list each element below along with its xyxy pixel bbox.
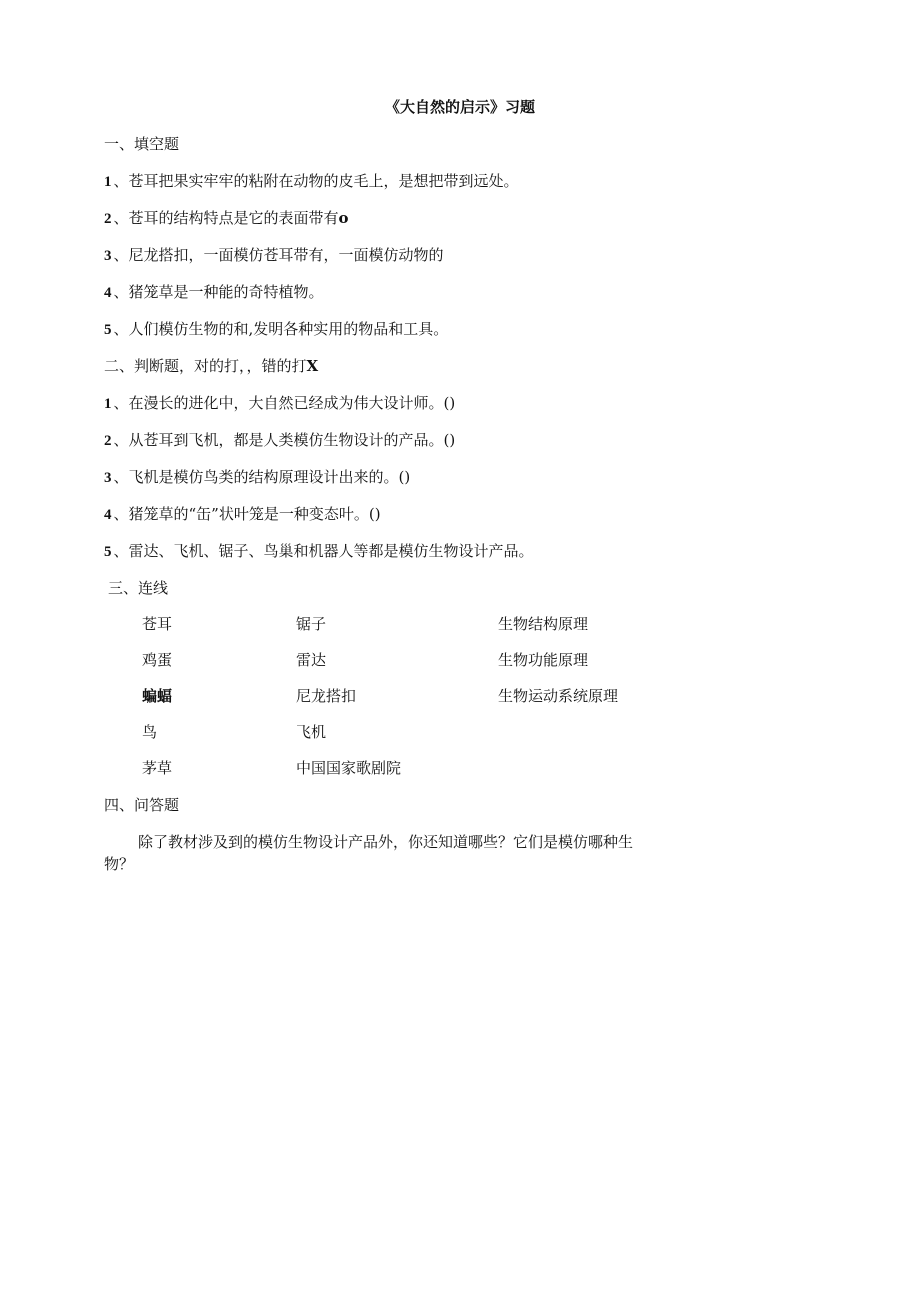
section4-heading: 四、问答题	[104, 796, 180, 814]
match-left-item: 蝙蝠	[142, 687, 173, 705]
item-number: 3	[104, 470, 112, 486]
item-text: 、雷达、飞机、锯子、鸟巢和机器人等都是模仿生物设计产品。	[113, 542, 534, 560]
page-title: 《大自然的启示》习题	[384, 98, 535, 116]
judge-item-3	[104, 467, 410, 488]
item-text: 、在漫长的进化中，大自然已经成为伟大设计师。()	[113, 394, 456, 412]
item-number: 3	[104, 248, 112, 264]
item-number: 2	[104, 211, 112, 227]
fill-item-3	[104, 245, 444, 266]
judge-item-1	[104, 393, 455, 414]
item-text: 、人们模仿生物的和,发明各种实用的物品和工具。	[113, 320, 449, 338]
item-text: 、苍耳的结构特点是它的表面带有	[113, 209, 339, 227]
fill-item-5	[104, 319, 448, 340]
match-right-item: 生物运动系统原理	[498, 687, 619, 705]
match-left-item: 鸟	[142, 723, 158, 741]
match-middle-item: 中国国家歌剧院	[296, 759, 402, 777]
item-number: 2	[104, 433, 112, 449]
match-middle-item: 飞机	[296, 723, 327, 741]
match-middle-item: 尼龙搭扣	[296, 687, 357, 705]
match-left-item: 茅草	[142, 759, 173, 777]
section2-heading	[104, 356, 318, 376]
match-left-item: 苍耳	[142, 615, 173, 633]
item-number: 5	[104, 322, 112, 338]
item-text: 、飞机是模仿鸟类的结构原理设计出来的。()	[113, 468, 411, 486]
item-text: 、尼龙搭扣，一面模仿苍耳带有，一面模仿动物的	[113, 246, 444, 264]
item-tail: o	[338, 209, 349, 227]
match-middle-item: 雷达	[296, 651, 327, 669]
item-text: 、从苍耳到飞机，都是人类模仿生物设计的产品。()	[113, 431, 456, 449]
item-number: 5	[104, 544, 112, 560]
section3-heading: 三、连线	[108, 579, 169, 597]
item-text: 、猪笼草是一种能的奇特植物。	[113, 283, 324, 301]
fill-item-2	[104, 208, 349, 229]
heading-text: 二、判断题，对的打，，错的打	[104, 357, 307, 375]
judge-item-2	[104, 430, 455, 451]
item-number: 1	[104, 396, 112, 412]
fill-item-4	[104, 282, 324, 303]
item-number: 4	[104, 507, 112, 523]
item-number: 4	[104, 285, 112, 301]
item-text: 、猪笼草的“缶”状叶笼是一种变态叶。()	[113, 505, 381, 523]
match-right-item: 生物结构原理	[498, 615, 589, 633]
judge-item-5	[104, 541, 534, 562]
match-middle-item: 锯子	[296, 615, 327, 633]
fill-item-1	[104, 171, 519, 192]
match-right-item: 生物功能原理	[498, 651, 589, 669]
section1-heading: 一、填空题	[104, 135, 180, 153]
judge-item-4	[104, 504, 381, 525]
item-text: 、苍耳把果实牢牢的粘附在动物的皮毛上，是想把带到远处。	[113, 172, 519, 190]
match-left-item: 鸡蛋	[142, 651, 173, 669]
item-number: 1	[104, 174, 112, 190]
question-text: 除了教材涉及到的模仿生物设计产品外，你还知道哪些？它们是模仿哪种生物？	[104, 833, 634, 873]
cross-mark: X	[306, 357, 319, 375]
